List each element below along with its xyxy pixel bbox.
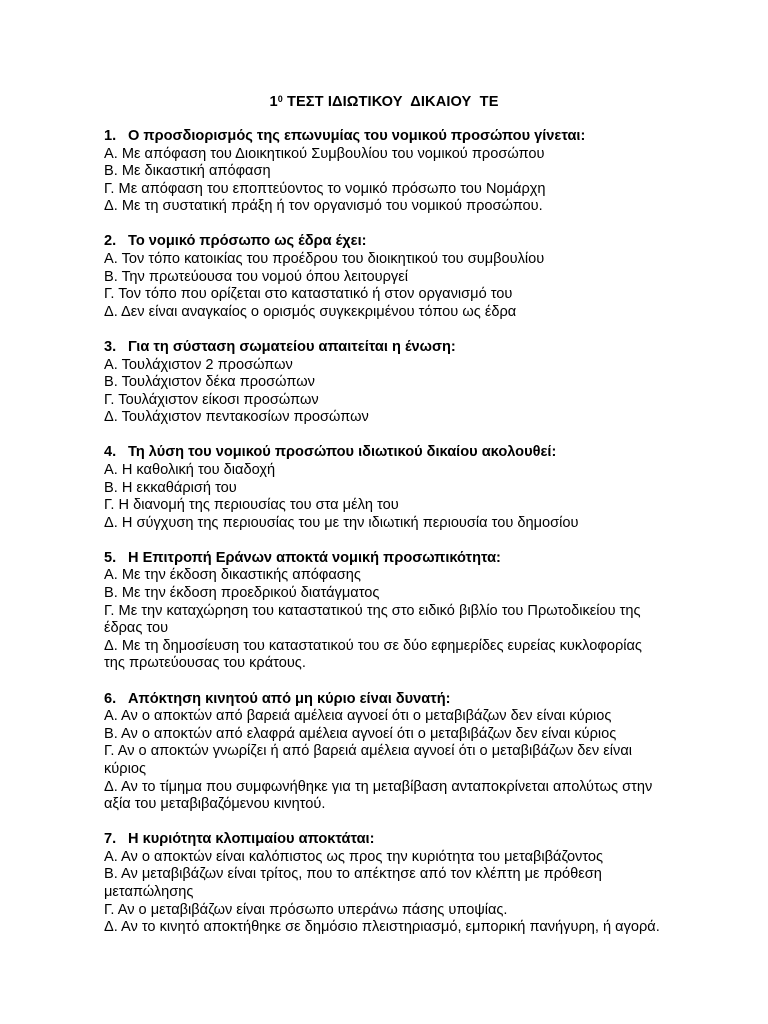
answer-option: Δ. Με τη δημοσίευση του καταστατικού του σε δύο εφημερίδες ευρείας κυκλοφορίας της πρωτεύουσας του κράτους.: [104, 637, 642, 672]
question-text: Ο προσδιορισμός της επωνυμίας του νομικού προσώπου γίνεται:: [128, 128, 586, 144]
answer-option: Β. Την πρωτεύουσα του νομού όπου λειτουργεί: [104, 268, 408, 285]
answer-option: Α. Αν ο αποκτών είναι καλόπιστος ως προς την κυριότητα του μεταβιβάζοντος: [104, 848, 604, 865]
title-number: 1: [269, 94, 278, 110]
question-text: Η Επιτροπή Εράνων αποκτά νομική προσωπικότητα:: [128, 549, 501, 566]
question-heading: [104, 233, 664, 251]
question-number: 6.: [104, 690, 117, 707]
question-heading: [104, 444, 664, 462]
answer-option: Γ. Αν ο αποκτών γνωρίζει ή από βαρειά αμέλεια αγνοεί ότι ο μεταβιβάζων δεν είναι κύριος: [104, 743, 633, 777]
answer-option: Β. Αν μεταβιβάζων είναι τρίτος, που το απέκτησε από τον κλέπτη με πρόθεση μεταπώλησης: [104, 866, 602, 900]
answer-option: Α. Η καθολική του διαδοχή: [104, 462, 276, 478]
question-text: Απόκτηση κινητού από μη κύριο είναι δυνατή:: [128, 690, 451, 707]
answer-option: Β. Αν ο αποκτών από ελαφρά αμέλεια αγνοεί ότι ο μεταβιβάζων δεν είναι κύριος: [104, 725, 617, 742]
answer-option: Δ. Αν το τίμημα που συμφωνήθηκε για τη μεταβίβαση ανταποκρίνεται απολύτως στην αξία του μεταβιβαζόμενου κινητού.: [104, 778, 653, 813]
question-heading: [104, 128, 664, 146]
answer-option: Β. Με δικαστική απόφαση: [104, 163, 271, 180]
question-text: Η κυριότητα κλοπιμαίου αποκτάται:: [128, 831, 375, 848]
question-3: [104, 339, 664, 427]
answer-option: Α. Με απόφαση του Διοικητικού Συμβουλίου του νομικού προσώπου: [104, 145, 545, 162]
answer-option: Γ. Με την καταχώρηση του καταστατικού της στο ειδικό βιβλίο του Πρωτοδικείου της έδρας του: [104, 602, 641, 637]
document-title: [0, 93, 768, 111]
answer-option: Β. Με την έκδοση προεδρικού διατάγματος: [104, 585, 380, 602]
question-6: [104, 691, 664, 814]
answer-option: Γ. Αν ο μεταβιβάζων είναι πρόσωπο υπεράνω πάσης υποψίας.: [104, 901, 508, 918]
answer-option: Δ. Τουλάχιστον πεντακοσίων προσώπων: [104, 409, 369, 426]
answer-option: Α. Τον τόπο κατοικίας του προέδρου του διοικητικού του συμβουλίου: [104, 251, 545, 268]
question-1: [104, 128, 664, 216]
answer-option: Α. Αν ο αποκτών από βαρειά αμέλεια αγνοεί ότι ο μεταβιβάζων δεν είναι κύριος: [104, 708, 612, 725]
answer-option: Β. Η εκκαθάρισή του: [104, 479, 237, 496]
question-5: [104, 550, 664, 673]
title-text: ΤΕΣΤ ΙΔΙΩΤΙΚΟΥ ΔΙΚΑΙΟΥ ΤΕ: [282, 94, 499, 110]
question-heading: [104, 339, 664, 357]
question-number: 1.: [104, 128, 117, 144]
question-text: Το νομικό πρόσωπο ως έδρα έχει:: [128, 233, 367, 250]
title-superscript: 0: [277, 94, 283, 104]
question-number: 2.: [104, 233, 117, 250]
answer-option: Δ. Με τη συστατική πράξη ή τον οργανισμό του νομικού προσώπου.: [104, 198, 543, 215]
question-heading: [104, 691, 664, 709]
question-text: Τη λύση του νομικού προσώπου ιδιωτικού δικαίου ακολουθεί:: [128, 444, 557, 461]
question-number: 3.: [104, 338, 117, 355]
question-number: 4.: [104, 444, 117, 461]
question-text: Για τη σύσταση σωματείου απαιτείται η ένωση:: [128, 338, 456, 355]
question-number: 7.: [104, 831, 117, 848]
question-4: [104, 444, 664, 532]
answer-option: Γ. Η διανομή της περιουσίας του στα μέλη του: [104, 497, 399, 514]
answer-option: Α. Με την έκδοση δικαστικής απόφασης: [104, 567, 361, 584]
question-number: 5.: [104, 549, 117, 566]
answer-option: Δ. Η σύγχυση της περιουσίας του με την ιδιωτική περιουσία του δημοσίου: [104, 514, 579, 531]
answer-option: Γ. Τουλάχιστον είκοσι προσώπων: [104, 391, 319, 408]
answer-option: Β. Τουλάχιστον δέκα προσώπων: [104, 374, 315, 391]
answer-option: Γ. Τον τόπο που ορίζεται στο καταστατικό ή στον οργανισμό του: [104, 286, 513, 303]
question-list: [104, 128, 664, 954]
question-7: [104, 831, 664, 937]
answer-option: Α. Τουλάχιστον 2 προσώπων: [104, 356, 293, 373]
answer-option: Δ. Δεν είναι αναγκαίος ο ορισμός συγκεκριμένου τόπου ως έδρα: [104, 303, 517, 320]
question-2: [104, 233, 664, 321]
answer-option: Δ. Αν το κινητό αποκτήθηκε σε δημόσιο πλειστηριασμό, εμπορική πανήγυρη, ή αγορά.: [104, 919, 660, 936]
question-heading: [104, 831, 664, 849]
question-heading: [104, 550, 664, 568]
answer-option: Γ. Με απόφαση του εποπτεύοντος το νομικό πρόσωπο του Νομάρχη: [104, 180, 546, 197]
